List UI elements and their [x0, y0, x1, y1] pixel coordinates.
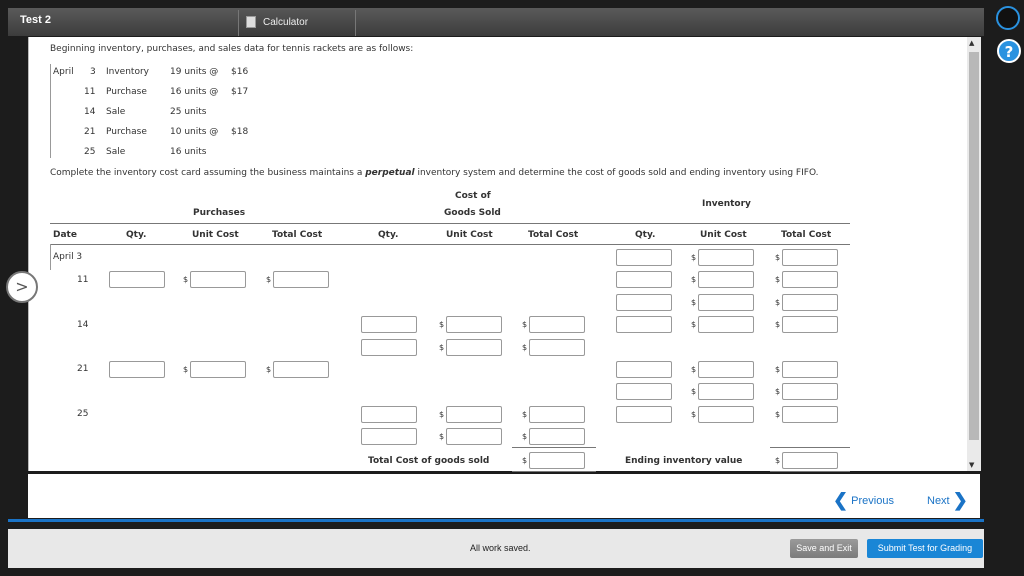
chevron-left-icon[interactable]: >: [6, 271, 38, 303]
input-iq-row-1[interactable]: [616, 271, 672, 288]
cogs-total-rule: [512, 447, 596, 448]
input-iq-row-2[interactable]: [616, 294, 672, 311]
currency-symbol: $: [691, 365, 697, 374]
input-cu-row-7[interactable]: [446, 406, 502, 423]
data-units: 25 units: [170, 107, 207, 117]
input-ct-row-3[interactable]: [529, 316, 585, 333]
date-11: 11: [77, 275, 89, 285]
input-iu-row-5[interactable]: [698, 361, 754, 378]
previous-label: Previous: [851, 495, 894, 507]
help-icon[interactable]: ?: [997, 39, 1021, 63]
data-price: $16: [231, 67, 249, 77]
data-day: 11: [84, 87, 96, 97]
ending-inventory-label: Ending inventory value: [625, 456, 743, 466]
data-price: $18: [231, 127, 249, 137]
input-cq-row-4[interactable]: [361, 339, 417, 356]
data-type: Sale: [106, 107, 126, 117]
currency-symbol: $: [439, 432, 445, 441]
currency-symbol: $: [691, 298, 697, 307]
currency-symbol: $: [775, 365, 781, 374]
data-left-border: [50, 64, 51, 158]
currency-symbol: $: [691, 275, 697, 284]
input-cu-row-4[interactable]: [446, 339, 502, 356]
next-label: Next: [927, 495, 950, 507]
col-date: Date: [53, 230, 77, 240]
input-cq-row-8[interactable]: [361, 428, 417, 445]
input-ct-row-7[interactable]: [529, 406, 585, 423]
currency-symbol: $: [266, 365, 272, 374]
input-iu-row-0[interactable]: [698, 249, 754, 266]
save-status: All work saved.: [470, 543, 531, 553]
test-title: Test 2: [20, 14, 51, 26]
cogs-double-rule: [512, 471, 596, 472]
input-iu-row-6[interactable]: [698, 383, 754, 400]
currency-symbol: $: [183, 275, 189, 284]
data-price: $17: [231, 87, 249, 97]
input-it-row-3[interactable]: [782, 316, 838, 333]
input-iu-row-7[interactable]: [698, 406, 754, 423]
next-button[interactable]: [927, 490, 968, 511]
input-pu-row-1[interactable]: [190, 271, 246, 288]
currency-symbol: $: [775, 275, 781, 284]
input-it-row-6[interactable]: [782, 383, 838, 400]
data-day: 14: [84, 107, 96, 117]
col-cogs-qty: Qty.: [378, 230, 399, 240]
input-it-row-0[interactable]: [782, 249, 838, 266]
currency-symbol: $: [775, 456, 781, 465]
input-it-row-9[interactable]: [782, 452, 838, 469]
chevron-left-icon: ❮: [833, 490, 849, 510]
data-day: 3: [90, 67, 96, 77]
currency-symbol: $: [439, 410, 445, 419]
currency-symbol: $: [691, 253, 697, 262]
header-bottom-rule: [50, 244, 850, 245]
date-14: 14: [77, 320, 89, 330]
input-pt-row-5[interactable]: [273, 361, 329, 378]
input-ct-row-4[interactable]: [529, 339, 585, 356]
input-iu-row-3[interactable]: [698, 316, 754, 333]
col-purchases-total-cost: Total Cost: [272, 230, 323, 240]
header-inventory: Inventory: [702, 199, 751, 209]
data-type: Sale: [106, 147, 126, 157]
title-bar: [8, 8, 984, 36]
calculator-icon: [246, 16, 256, 28]
currency-symbol: $: [522, 320, 528, 329]
header-cogs-line1: Cost of: [455, 191, 491, 201]
scrollbar-thumb[interactable]: [969, 52, 979, 440]
input-iq-row-7[interactable]: [616, 406, 672, 423]
input-pq-row-5[interactable]: [109, 361, 165, 378]
header-top-rule: [50, 223, 850, 224]
input-iu-row-1[interactable]: [698, 271, 754, 288]
col-purchases-qty: Qty.: [126, 230, 147, 240]
data-units: 10 units @: [170, 127, 219, 137]
col-inventory-total-cost: Total Cost: [781, 230, 832, 240]
data-day: 25: [84, 147, 96, 157]
date-left-border: [50, 244, 51, 270]
currency-symbol: $: [183, 365, 189, 374]
input-iq-row-5[interactable]: [616, 361, 672, 378]
problem-intro: Beginning inventory, purchases, and sales data for tennis rackets are as follows:: [50, 44, 414, 54]
previous-button[interactable]: [833, 490, 894, 511]
input-it-row-1[interactable]: [782, 271, 838, 288]
scroll-down-icon[interactable]: ▼: [969, 461, 975, 469]
inventory-double-rule: [770, 471, 850, 472]
currency-symbol: $: [439, 320, 445, 329]
currency-symbol: $: [266, 275, 272, 284]
date-21: 21: [77, 364, 89, 374]
input-it-row-5[interactable]: [782, 361, 838, 378]
input-ct-row-8[interactable]: [529, 428, 585, 445]
currency-symbol: $: [522, 410, 528, 419]
input-pu-row-5[interactable]: [190, 361, 246, 378]
input-iq-row-3[interactable]: [616, 316, 672, 333]
instruction-emphasis: perpetual: [365, 168, 415, 178]
data-units: 16 units: [170, 147, 207, 157]
data-units: 19 units @: [170, 67, 219, 77]
input-iu-row-2[interactable]: [698, 294, 754, 311]
currency-symbol: $: [522, 432, 528, 441]
submit-test-button[interactable]: Submit Test for Grading: [867, 539, 983, 558]
input-cq-row-7[interactable]: [361, 406, 417, 423]
currency-symbol: $: [522, 343, 528, 352]
input-cu-row-8[interactable]: [446, 428, 502, 445]
header-purchases: Purchases: [193, 208, 246, 218]
currency-symbol: $: [775, 410, 781, 419]
instruction-text: [50, 168, 819, 178]
input-iq-row-6[interactable]: [616, 383, 672, 400]
col-cogs-unit-cost: Unit Cost: [446, 230, 493, 240]
input-pt-row-1[interactable]: [273, 271, 329, 288]
data-day: 21: [84, 127, 96, 137]
instruction-post: inventory system and determine the cost of goods sold and ending inventory using FIFO.: [414, 168, 819, 178]
chevron-right-icon: ❯: [952, 490, 968, 510]
data-type: Inventory: [106, 67, 149, 77]
total-cogs-label: Total Cost of goods sold: [368, 456, 490, 466]
col-cogs-total-cost: Total Cost: [528, 230, 579, 240]
col-inventory-qty: Qty.: [635, 230, 656, 240]
input-ct-row-9[interactable]: [529, 452, 585, 469]
input-cu-row-3[interactable]: [446, 316, 502, 333]
data-type: Purchase: [106, 87, 147, 97]
currency-symbol: $: [439, 343, 445, 352]
calculator-label[interactable]: Calculator: [263, 17, 309, 28]
col-purchases-unit-cost: Unit Cost: [192, 230, 239, 240]
currency-symbol: $: [691, 320, 697, 329]
input-cq-row-3[interactable]: [361, 316, 417, 333]
input-iq-row-0[interactable]: [616, 249, 672, 266]
header-cogs-line2: Goods Sold: [444, 208, 501, 218]
input-it-row-2[interactable]: [782, 294, 838, 311]
data-month: April: [53, 67, 74, 77]
date-25: 25: [77, 409, 89, 419]
currency-symbol: $: [775, 253, 781, 262]
currency-symbol: $: [775, 387, 781, 396]
currency-symbol: $: [691, 410, 697, 419]
scroll-up-icon[interactable]: ▲: [969, 39, 975, 47]
divider: [8, 519, 984, 522]
instruction-pre: Complete the inventory cost card assuming the business maintains a: [50, 168, 366, 178]
date-april-3: April 3: [53, 252, 83, 262]
input-it-row-7[interactable]: [782, 406, 838, 423]
save-and-exit-button[interactable]: Save and Exit: [790, 539, 858, 558]
col-inventory-unit-cost: Unit Cost: [700, 230, 747, 240]
data-units: 16 units @: [170, 87, 219, 97]
input-pq-row-1[interactable]: [109, 271, 165, 288]
data-type: Purchase: [106, 127, 147, 137]
currency-symbol: $: [522, 456, 528, 465]
inventory-total-rule: [770, 447, 850, 448]
currency-symbol: $: [775, 320, 781, 329]
headset-icon[interactable]: [996, 6, 1020, 30]
currency-symbol: $: [691, 387, 697, 396]
currency-symbol: $: [775, 298, 781, 307]
